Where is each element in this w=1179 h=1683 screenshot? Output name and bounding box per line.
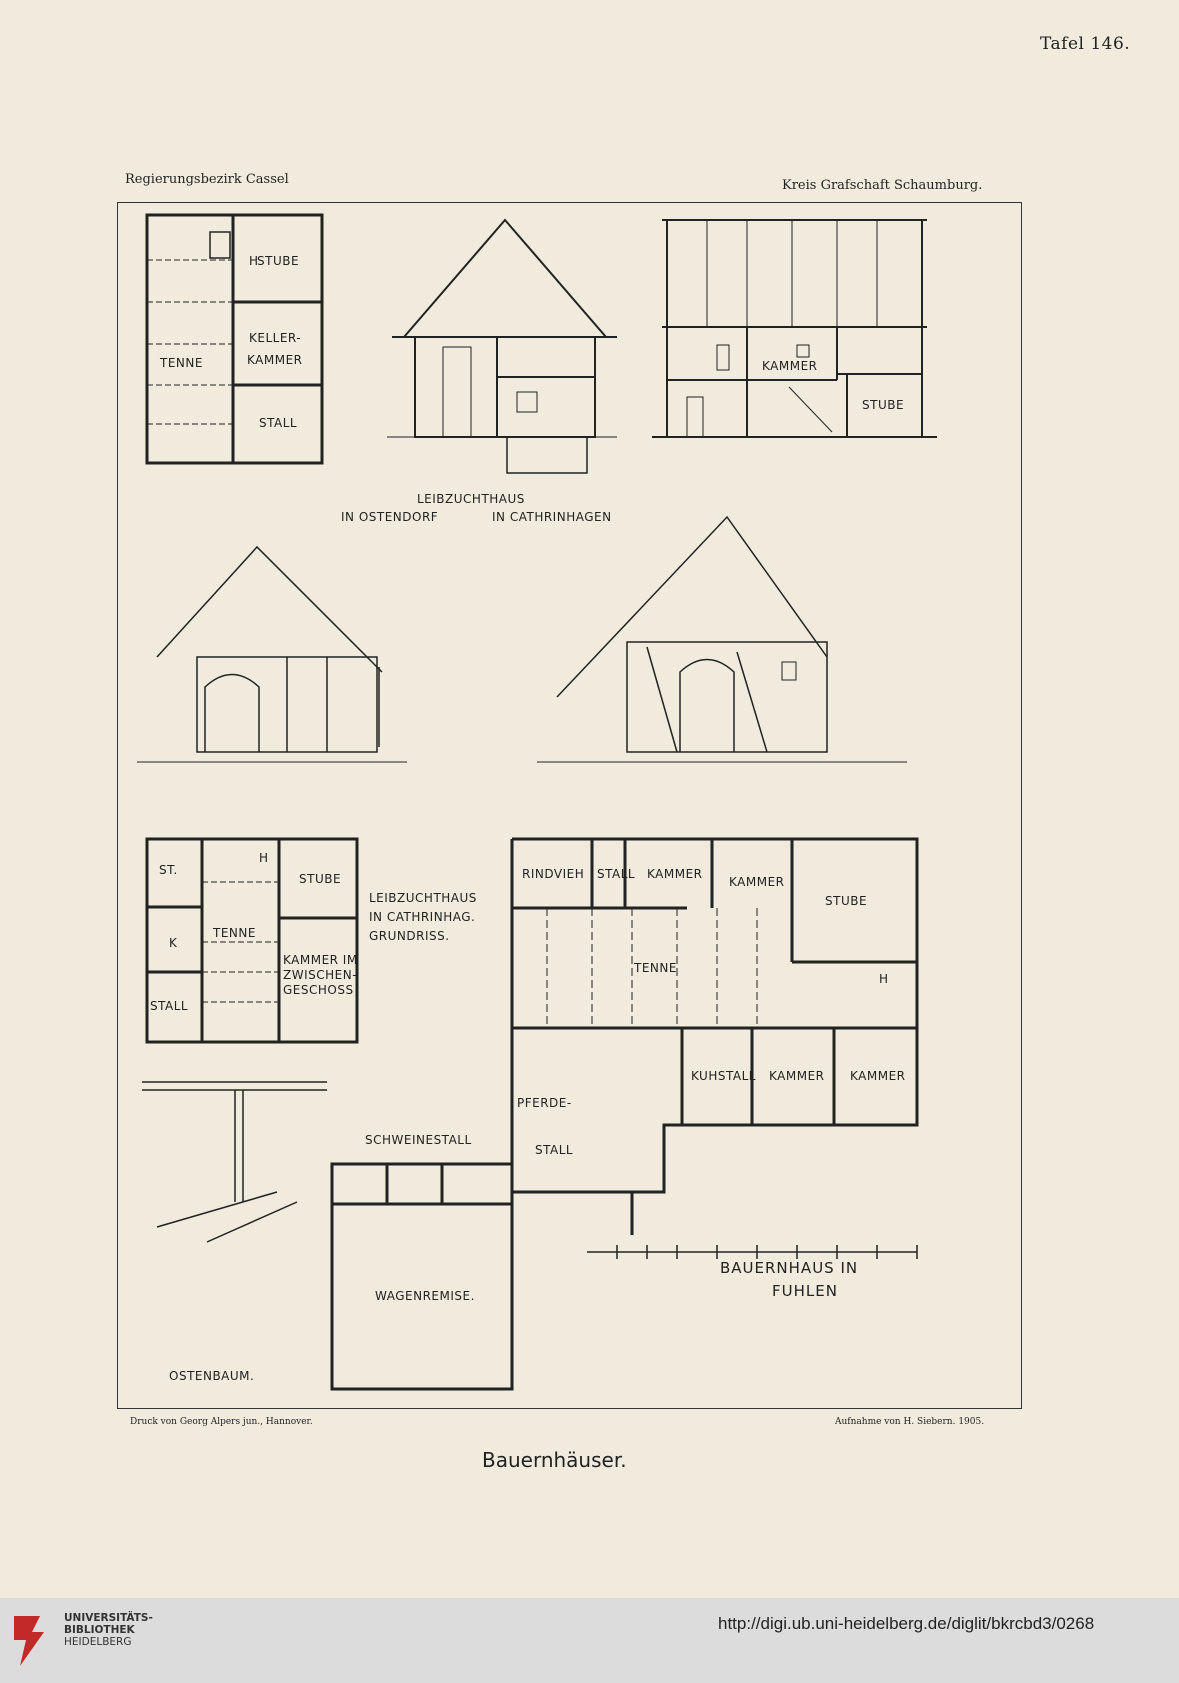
label-tenne3: TENNE (634, 961, 677, 975)
label-stube2: STUBE (299, 872, 342, 886)
label-wagenremise: WAGENREMISE. (375, 1289, 475, 1303)
library-name-line2: BIBLIOTHEK (64, 1624, 135, 1636)
label-pferde: PFERDE- (517, 1096, 572, 1110)
label-kammer: KAMMER (247, 353, 303, 367)
architectural-drawing (117, 202, 1022, 1409)
label-tenne2: TENNE (213, 926, 256, 940)
printer-credit: Druck von Georg Alpers jun., Hannover. (130, 1417, 313, 1427)
caption-mid-2: IN CATHRINHAG. (369, 910, 476, 924)
sketch-leibzuchthaus-right (537, 517, 907, 762)
label-h2: H (259, 851, 269, 865)
label-kuhstall: KUHSTALL (691, 1069, 756, 1083)
label-stall3: STALL (597, 867, 636, 881)
label-keller: KELLER- (249, 331, 302, 345)
label-section-kammer: KAMMER (762, 359, 818, 373)
library-footer (0, 1598, 1179, 1683)
caption-cathrinhagen: IN CATHRINHAGEN (492, 510, 612, 524)
library-name-line1: UNIVERSITÄTS- (64, 1612, 153, 1624)
library-logo-icon[interactable] (10, 1610, 50, 1670)
label-k: K (169, 936, 178, 950)
label-h3: H (879, 972, 889, 986)
label-kammer-im: KAMMER IM (283, 953, 358, 967)
caption-bauernhaus: BAUERNHAUS IN (720, 1259, 859, 1277)
label-stall: STALL (259, 416, 298, 430)
region-label: Regierungsbezirk Cassel (125, 172, 289, 187)
caption-mid-1: LEIBZUCHTHAUS (369, 891, 477, 905)
section-ostendorf (387, 220, 617, 473)
library-name[interactable] (64, 1612, 153, 1648)
caption-ostendorf: IN OSTENDORF (341, 510, 439, 524)
label-section-stube: STUBE (862, 398, 905, 412)
label-stube3: STUBE (825, 894, 868, 908)
label-tenne: TENNE (160, 356, 203, 370)
label-schweinestall: SCHWEINESTALL (365, 1133, 472, 1147)
label-rindvieh: RINDVIEH (522, 867, 585, 881)
label-h: H (249, 254, 259, 268)
photographer-credit: Aufnahme von H. Siebern. 1905. (835, 1417, 985, 1427)
sketch-ostenbaum (142, 1082, 327, 1242)
plate-number: Tafel 146. (1040, 34, 1131, 54)
label-geschoss: GESCHOSS (283, 983, 354, 997)
district-label: Kreis Grafschaft Schaumburg. (782, 178, 983, 193)
label-stube: STUBE (257, 254, 300, 268)
label-kammer5: KAMMER (769, 1069, 825, 1083)
label-kammer6: KAMMER (850, 1069, 906, 1083)
library-name-line3: HEIDELBERG (64, 1636, 132, 1648)
label-stall2: STALL (150, 999, 189, 1013)
label-stall4: STALL (535, 1143, 574, 1157)
label-kammer4: KAMMER (729, 875, 785, 889)
sketch-leibzuchthaus-left (137, 547, 407, 762)
plate-title: Bauernhäuser. (482, 1448, 627, 1472)
caption-mid-3: GRUNDRISS. (369, 929, 450, 943)
caption-ostenbaum: OSTENBAUM. (169, 1369, 255, 1383)
caption-fuhlen: FUHLEN (772, 1282, 838, 1300)
label-zwischen: ZWISCHEN- (283, 968, 358, 982)
source-url-link[interactable]: http://digi.ub.uni-heidelberg.de/diglit/bkrcbd3/0268 (718, 1614, 1095, 1633)
label-kammer3: KAMMER (647, 867, 703, 881)
caption-leibzuchthaus: LEIBZUCHTHAUS (417, 492, 525, 506)
label-st: ST. (159, 863, 178, 877)
